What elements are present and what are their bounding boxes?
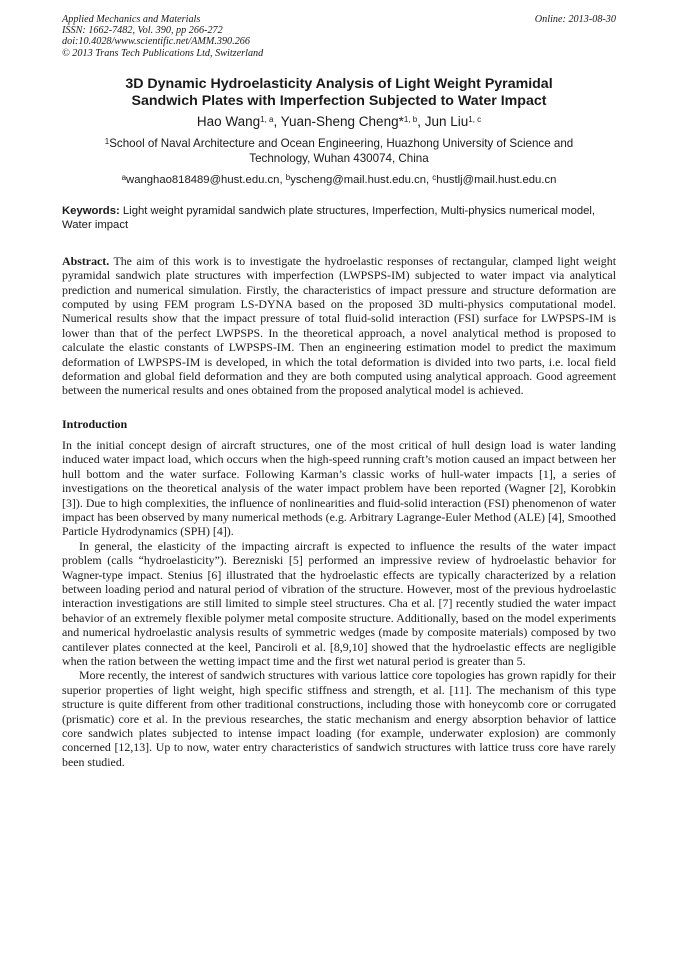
abstract-text: The aim of this work is to investigate the hydroelastic responses of rectangular, clamped light weight pyramidal sandwich plate structures with imperfection (LWPSPS-IM) subjected to water impact via analytical prediction and numerical simulation. Firstly, the characteristics of impact pressure and structure deformation are computed by using FEM program LS-DYNA based on the proposed 3D multi-physics computational model. Numerical results show that the impact pressure of total fluid-solid interaction (FSI) surface for LWPSPS-IM is lower than that of the perfect LWPSPS. In the theoretical approach, a novel analytical method is proposed to calculate the elastic constants of LWPSPS-IM. Then an engineering estimation model to predict the maximum deformation of LWPSPS-IM is developed, in which the total deformation is divided into two parts, i.e. local field deformation and global field deformation and they are both computed using analytical approach. Good agreement between the numerical results and ones obtained from the proposed analytical model is achieved. bbox=[62, 253, 616, 398]
email-c-sup: c bbox=[432, 172, 437, 182]
keywords bbox=[62, 204, 616, 233]
intro-paragraph-2: In general, the elasticity of the impacting aircraft is expected to influence the results of the water impact problem (calls “hydroelasticity”). Berezniski [5] performed an impressive review of hydroelastic behavior for Wagner-type impact. Stenius [6] illustrated that the hydroelastic effects are typically characterized by a relation between loading period and natural period of vibration of the structure. However, most of the previous hydroelastic interaction investigations are still limited to simple steel structures. Cha et al. [7] recently studied the water impact behavior of an extremely flexible polymer metal composite structure. Additionally, based on the model experiments and numerical hydroelastic analysis results of symmetric wedges (made by composite materials) composed by two cantilever plates connected at the keel, Panciroli et al. [8,9,10] showed that the hydroelastic effects are negligible when the ration between the wetting impact time and the first wet natural period is greater than 5. bbox=[62, 538, 616, 668]
keywords-label: Keywords: bbox=[62, 204, 120, 217]
author-emails bbox=[62, 173, 616, 187]
online-date: Online: 2013-08-30 bbox=[534, 14, 616, 25]
author-3-sup: 1, c bbox=[468, 114, 482, 124]
affiliation-line-1 bbox=[62, 136, 616, 151]
intro-paragraph-3: More recently, the interest of sandwich structures with various lattice core topologies has grown rapidly for their superior properties of light weight, high specific stiffness and strength, et al. [11]. The mechanism of this type structure is quite different from other traditional constructions, including those with honeycomb core or corrugated (prismatic) core et al. In the previous researches, the static mechanism and energy absorption behavior of lattice core sandwich plates subjected to intense impact loading (for example, underwater explosion) are commonly concerned [12,13]. Up to now, water entry characteristics of sandwich structures with lattice truss core have rarely been studied. bbox=[62, 668, 616, 769]
author-3-name: Jun Liu bbox=[424, 113, 469, 129]
copyright-line: © 2013 Trans Tech Publications Ltd, Switzerland bbox=[62, 47, 264, 59]
author-separator: , bbox=[273, 113, 281, 129]
abstract bbox=[62, 254, 616, 398]
title-line-2: Sandwich Plates with Imperfection Subjected to Water Impact bbox=[131, 92, 547, 109]
email-b[interactable]: yscheng@mail.hust.edu.cn, bbox=[290, 173, 433, 186]
title-line-1: 3D Dynamic Hydroelasticity Analysis of Light Weight Pyramidal bbox=[125, 75, 553, 92]
author-list bbox=[62, 113, 616, 131]
section-heading-introduction: Introduction bbox=[62, 416, 128, 431]
email-b-sup: b bbox=[285, 172, 291, 182]
author-2-name: Yuan-Sheng Cheng* bbox=[280, 113, 404, 129]
author-2-sup: 1, b bbox=[403, 114, 418, 124]
keywords-text: Light weight pyramidal sandwich plate structures, Imperfection, Multi-physics numerical model, Water impact bbox=[62, 204, 596, 232]
journal-name: Applied Mechanics and Materials bbox=[62, 14, 201, 25]
publication-header bbox=[62, 14, 616, 59]
journal-meta bbox=[62, 14, 263, 59]
author-1-name: Hao Wang bbox=[196, 113, 261, 129]
affiliation-sup: 1 bbox=[104, 136, 110, 146]
intro-paragraph-1: In the initial concept design of aircraft structures, one of the most critical of hull design load is water landing induced water impact load, which occurs when the high-speed running craft’s motion caused an impact between her hull bottom and the water surface. Following Karman’s classic works of hull-water impacts [1], a series of investigations on the theoretical analysis of the water impact problem have been reported (Wagner [2], Korobkin [3]). Due to high complexities, the influence of nonlinearities and fluid-solid interaction (FSI) phenomenon of water impact has been observed by many numerical methods (e.g. Arbitrary Lagrange-Euler Method (ALE) [4], Smoothed Particle Hydrodynamics (SPH) [4]). bbox=[62, 437, 616, 539]
paper-title bbox=[62, 76, 616, 110]
affiliation-text-1: School of Naval Architecture and Ocean Engineering, Huazhong University of Science and bbox=[109, 136, 574, 150]
affiliation-line-2: Technology, Wuhan 430074, China bbox=[249, 151, 429, 165]
email-a-sup: a bbox=[121, 172, 127, 182]
author-separator: , bbox=[417, 113, 425, 129]
author-1-sup: 1, a bbox=[260, 114, 274, 124]
email-c[interactable]: hustlj@mail.hust.edu.cn bbox=[436, 173, 557, 186]
affiliation bbox=[62, 136, 616, 166]
abstract-label: Abstract. bbox=[62, 253, 110, 268]
paper-page bbox=[62, 14, 616, 769]
email-a[interactable]: wanghao818489@hust.edu.cn, bbox=[126, 173, 286, 186]
doi-line[interactable]: doi:10.4028/www.scientific.net/AMM.390.266 bbox=[62, 36, 250, 48]
issn-line: ISSN: 1662-7482, Vol. 390, pp 266-272 bbox=[62, 25, 223, 37]
